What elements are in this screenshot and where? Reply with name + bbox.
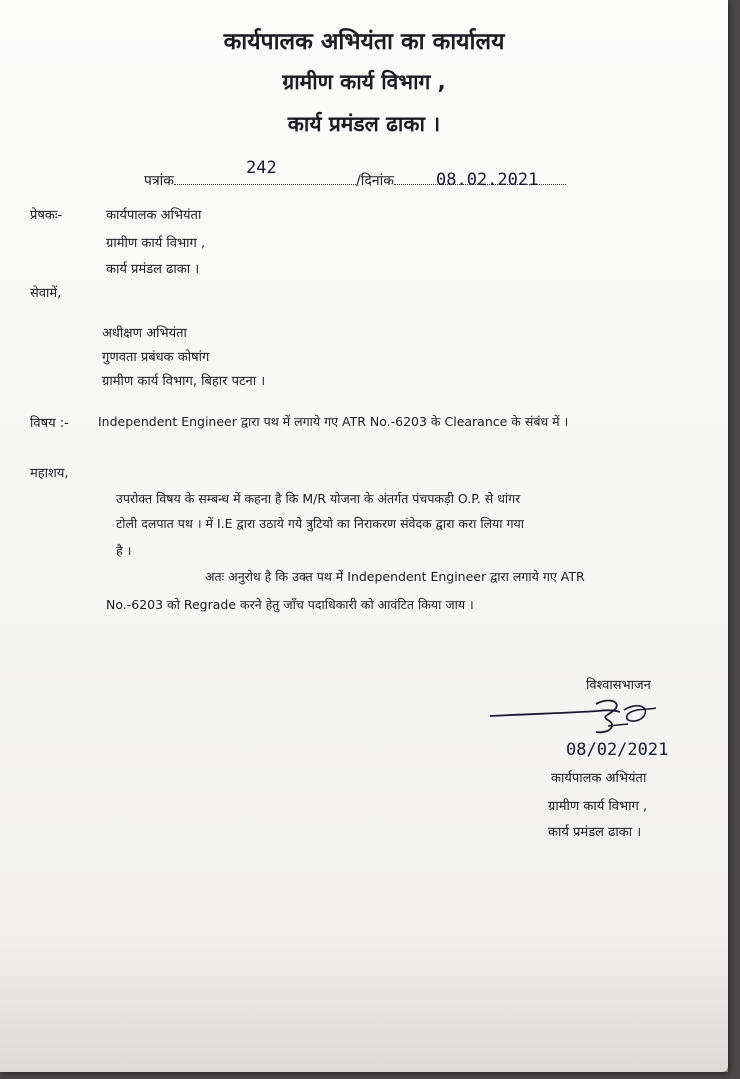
body-para1-line3: है । (116, 543, 132, 558)
dinank-value: 08.02.2021 (436, 170, 539, 190)
body-para1-line2: टोली दलपात पथ । में I.E द्वारा उठाये गये त्रुटियो का निराकरण संवेदक द्वारा करा लिया गया (116, 516, 525, 531)
body-para2-line2: No.-6203 को Regrade करने हेतु जाँच पदाधिकारी को आवंटित किया जाय । (106, 597, 474, 612)
dinank-label: /दिनांक (356, 173, 394, 189)
signatory-line1: कार्यपालक अभियंता (551, 771, 647, 786)
recipient-label: सेवामें, (30, 286, 62, 301)
signature-date: 08/02/2021 (566, 740, 669, 760)
subject-text: Independent Engineer द्वारा पथ में लगाये गए ATR No.-6203 के Clearance के संबंध में । (98, 414, 569, 429)
division-name: कार्य प्रमंडल ढाका । (287, 112, 441, 136)
recipient-line3: ग्रामीण कार्य विभाग, बिहार पटना । (102, 374, 266, 389)
sender-line3: कार्य प्रमंडल ढाका । (106, 262, 200, 277)
closing: विश्वासभाजन (586, 678, 651, 693)
salutation: महाशय, (30, 466, 69, 481)
body-para1-line1: उपरोक्त विषय के सम्बन्ध में कहना है कि M/R योजना के अंतर्गत पंचपकड़ी O.P. से धांगर (116, 491, 521, 506)
body-para2-line1: अतः अनुरोध है कि उक्त पथ में Independent Engineer द्वारा लगाये गए ATR (205, 569, 585, 584)
handwritten-signature (488, 696, 666, 744)
department-name: ग्रामीण कार्य विभाग , (282, 70, 446, 94)
recipient-line2: गुणवता प्रबंधक कोषांग (102, 350, 210, 365)
sender-line1: कार्यपालक अभियंता (106, 208, 202, 223)
sender-line2: ग्रामीण कार्य विभाग , (106, 236, 206, 251)
signatory-line3: कार्य प्रमंडल ढाका । (548, 825, 642, 840)
sender-label: प्रेषकः- (30, 208, 63, 223)
page-shadow (0, 930, 728, 1072)
patrank-value: 242 (246, 158, 277, 178)
signatory-line2: ग्रामीण कार्य विभाग , (548, 799, 648, 814)
recipient-line1: अधीक्षण अभियंता (102, 326, 187, 341)
patrank-label: पत्रांक (144, 173, 175, 189)
subject-label: विषय :- (30, 416, 69, 431)
office-title: कार्यपालक अभियंता का कार्यालय (223, 29, 505, 55)
